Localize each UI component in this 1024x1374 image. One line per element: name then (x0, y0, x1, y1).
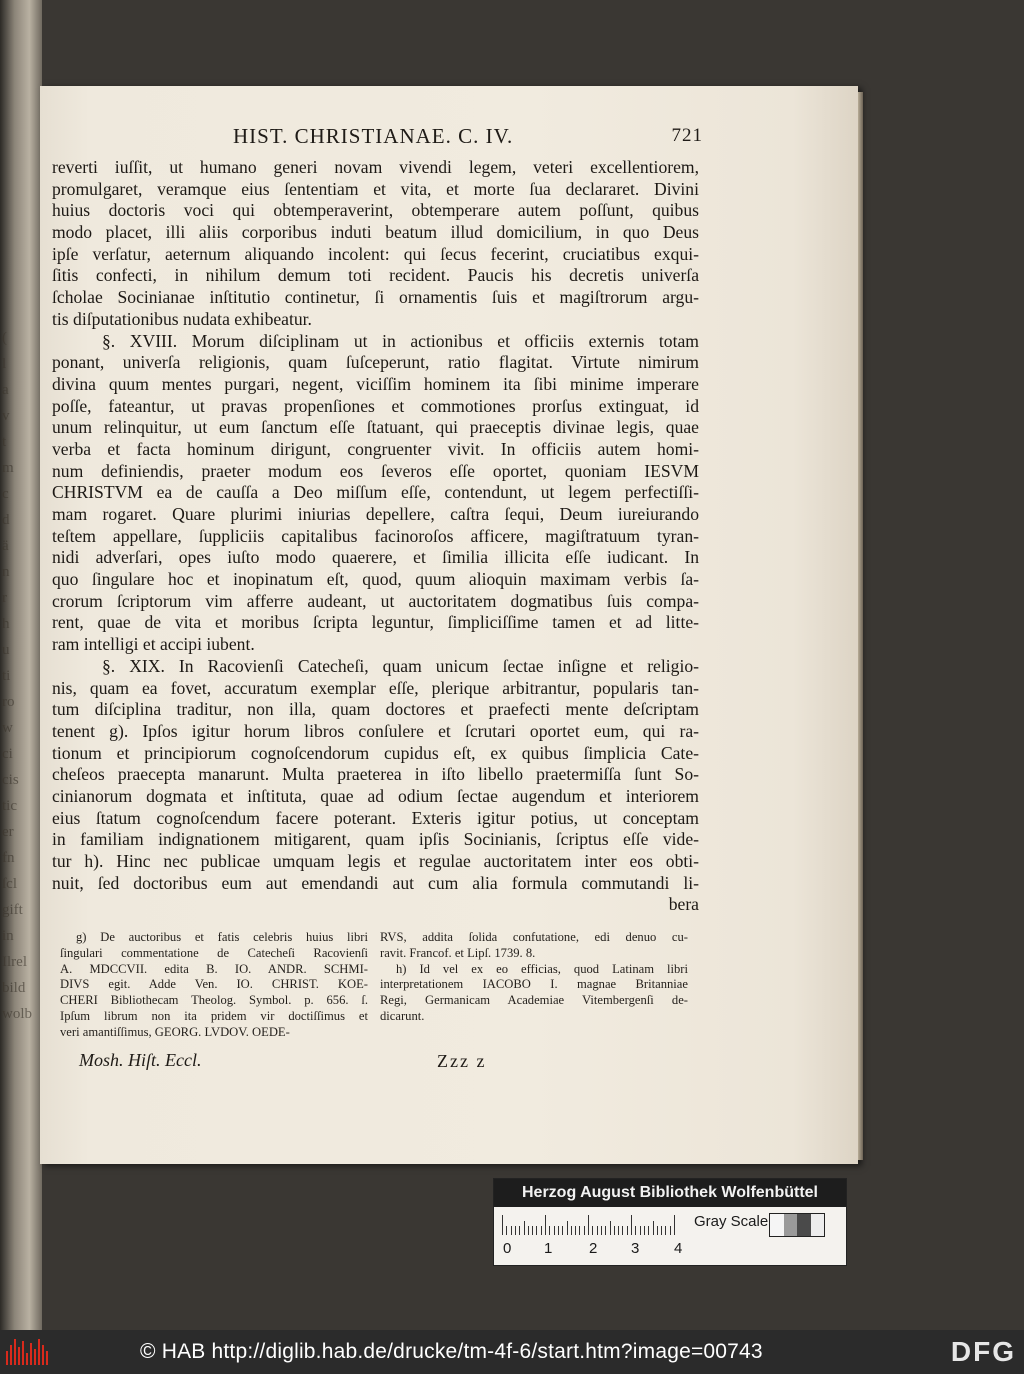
scale-number: 2 (589, 1240, 598, 1257)
logo-bar (6, 1351, 8, 1365)
margin-fragment: n (2, 564, 10, 580)
logo-bar (34, 1349, 36, 1365)
margin-fragment: tic (2, 798, 17, 814)
ruler-tick (532, 1226, 533, 1235)
margin-fragment: w (2, 720, 13, 736)
text-line: num definiendis, praeter modum eos ſeveros eſſe oportet, quoniam IESVM (52, 460, 699, 481)
margin-fragment: ti (2, 668, 11, 684)
ruler-tick (549, 1226, 550, 1235)
scale-number: 3 (631, 1240, 640, 1257)
ruler-tick (575, 1226, 576, 1235)
logo-bar (42, 1345, 44, 1365)
page-header (233, 124, 703, 152)
logo-bar (38, 1339, 40, 1365)
text-line: tur h). Hinc nec publicae umquam legis et regulae auctoritatem inter eos obti- (52, 851, 699, 871)
text-line: ſcholae Socinianae inſtitutio continetur, ſi ornamentis ſuis et magiſtrorum argu- (52, 287, 699, 308)
text-line: tum diſciplina traditur, non illa, quam doctores et praefecti mente deſcriptam (52, 699, 699, 720)
text-line: promulgaret, veramque eius ſententiam et vita, et morte ſua declararet. Divini (52, 178, 699, 199)
footnote-line: veri amantiſſimus, GEORG. LVDOV. OEDE- (60, 1024, 290, 1039)
ruler-tick (622, 1226, 623, 1235)
margin-fragment: ſcl (2, 876, 17, 892)
ruler-tick (665, 1226, 666, 1235)
margin-fragment: v (2, 408, 10, 424)
ruler-tick (661, 1226, 662, 1235)
source-url[interactable]: © HAB http://diglib.hab.de/drucke/tm-4f-6/start.htm?image=00743 (140, 1340, 763, 1363)
ruler-tick (648, 1226, 649, 1235)
gray-swatch (784, 1214, 798, 1236)
logo-bar (46, 1351, 48, 1365)
text-line: mam rogaret. Quare plurimi iniurias depellere, caſtra ſequi, Deum iureiurando (52, 504, 699, 524)
footnote-line: A. MDCCVII. edita B. IO. ANDR. SCHMI- (60, 961, 368, 976)
ruler-tick (524, 1221, 525, 1235)
margin-fragment: l (2, 356, 7, 372)
footnote-line: dicarunt. (380, 1008, 425, 1023)
text-line: quo ſingulare hoc et inopinatum eſt, quod, quum alioquin maximam verbis ſa- (52, 569, 699, 590)
previous-page-margin (0, 0, 42, 1330)
ruler-tick (653, 1221, 654, 1235)
text-line: tis diſputationibus nudata exhibeatur. (52, 308, 312, 329)
text-line: reverti iuſſit, ut humano generi novam vivendi legem, veteri excellentiorem, (52, 157, 699, 177)
margin-fragment: c (2, 486, 9, 502)
text-line: ſitis confecti, in nihilum demum toti recident. Paucis his decretis univerſa (52, 265, 699, 286)
ruler-tick (519, 1226, 520, 1235)
gray-scale-swatches (769, 1213, 825, 1237)
ruler-tick (571, 1226, 572, 1235)
ruler-tick (644, 1226, 645, 1235)
ruler-tick (511, 1226, 512, 1235)
text-line: teſtem appellare, ſuppliciis capitalibus facinoroſos afficere, magiſtratuum tyran- (52, 525, 699, 546)
ruler-tick (515, 1226, 516, 1235)
text-line: huius doctoris voci qui obtemperaverint, obtemperare autem poſſunt, quibus (52, 200, 699, 221)
text-line: tionum et principiorum cognoſcendorum cupidus eſt, ex quibus ſimplicia Cate- (52, 742, 699, 763)
ruler-tick (562, 1226, 563, 1235)
ruler-tick (545, 1215, 546, 1235)
margin-fragment: cis (2, 772, 19, 788)
footnote-line: g) De auctoribus et fatis celebris huius libri (76, 930, 368, 944)
text-line: bera (668, 894, 699, 915)
footnote-line: DIVS egit. Adde Ven. IO. CHRIST. KOE- (60, 977, 368, 992)
margin-fragment: h (2, 616, 10, 632)
text-line: cinianorum dogmata et inſtituta, quae ad odium ſectae augendum et interiorem (52, 785, 699, 806)
margin-fragment: er (2, 824, 14, 840)
margin-fragment: t (2, 434, 7, 450)
signature-mark: Zzz z (437, 1051, 487, 1071)
text-line: nis, quam ea fovet, accuratum exemplar eſſe, plerique arbitrantur, popularis tan- (52, 677, 699, 698)
gray-swatch (770, 1214, 784, 1236)
margin-fragment: d (2, 512, 10, 528)
ruler-tick (614, 1226, 615, 1235)
ruler-tick (657, 1226, 658, 1235)
margin-fragment: ci (2, 746, 13, 762)
text-line: ponant, univerſa religionis, quam ſuſceperunt, ratio flagitat. Virtute nimirum (52, 352, 699, 373)
text-line: §. XIX. In Racovienſi Catecheſi, quam unicum ſectae inſigne et religio- (102, 655, 699, 676)
logo-bar (30, 1343, 32, 1365)
scale-number: 4 (674, 1240, 683, 1257)
gray-scale-label: Gray Scale (694, 1213, 769, 1230)
ruler-tick (588, 1215, 589, 1235)
ruler-tick (605, 1226, 606, 1235)
ruler-tick (502, 1215, 503, 1235)
margin-fragment: ä (2, 538, 9, 554)
margin-fragment: gift (2, 902, 23, 918)
ruler-tick (597, 1226, 598, 1235)
page-number: 721 (671, 125, 703, 146)
text-line: §. XVIII. Morum diſciplinam ut in actionibus et officiis externis totam (102, 330, 699, 351)
scale-number: 0 (503, 1240, 512, 1257)
library-color-card (493, 1178, 847, 1266)
ruler-tick (592, 1226, 593, 1235)
running-head: HIST. CHRISTIANAE. C. IV. (233, 124, 514, 148)
logo-bar (26, 1353, 28, 1365)
footnote-line: interpretationem IACOBO I. magnae Britanniae (380, 977, 688, 992)
library-name: Herzog August Bibliothek Wolfenbüttel (494, 1179, 846, 1207)
logo-bar (10, 1345, 12, 1365)
text-line: poſſe, fateantur, ut pravas propenſiones et commotiones prorſus extinguat, id (52, 395, 699, 416)
hab-logo-icon (6, 1339, 50, 1365)
ruler-scale (502, 1215, 677, 1235)
text-line: eius ſtatum cognoſcendum facere poterant. Exteris igitur potius, ut conceptam (52, 807, 699, 828)
logo-bar (14, 1339, 16, 1365)
text-line: tenent g). Ipſos igitur horum libros conſulere et ſcrutari oportet eum, qui ra- (52, 720, 699, 741)
text-line: nuit, ſed doctoribus eum aut emendandi aut cum alia formula commutandi li- (52, 872, 699, 893)
margin-fragment: in (2, 928, 14, 944)
text-line: cheſeos praecepta manarunt. Multa praeterea in iſto libello praetermiſſa ſunt So- (52, 764, 699, 785)
scale-number: 1 (544, 1240, 553, 1257)
footnote-column-left (60, 930, 368, 1041)
logo-bar (22, 1341, 24, 1365)
text-line: ipſe verſatur, aeternum aliquando incolent: qui ſecus fecerint, cruciatibus exqui- (52, 243, 699, 264)
ruler-tick (558, 1226, 559, 1235)
text-line: modo placet, illi aliis corporibus induti beatum illud domicilium, in quo Deus (52, 222, 699, 243)
logo-bar (18, 1347, 20, 1365)
footnote-line: h) Id vel ex eo efficias, quod Latinam libri (396, 961, 688, 976)
margin-fragment: a (2, 382, 9, 398)
ruler-tick (536, 1226, 537, 1235)
ruler-tick (554, 1226, 555, 1235)
ruler-tick (541, 1226, 542, 1235)
ruler-tick (640, 1226, 641, 1235)
gray-swatch (797, 1214, 811, 1236)
gray-swatch (811, 1214, 825, 1236)
signature-abbrev: Mosh. Hiſt. Eccl. (79, 1050, 202, 1070)
footnote-line: RVS, addita ſolida confutatione, edi denuo cu- (380, 930, 688, 944)
ruler-tick (631, 1215, 632, 1235)
footer-bar (0, 1330, 1024, 1374)
ruler-tick (618, 1226, 619, 1235)
main-text (52, 157, 699, 916)
text-line: CHRISTVM ea de cauſſa a Deo miſſum eſſe, contendunt, ut legem perfectiſſi- (52, 482, 699, 503)
footnote-line: CHERI Bibliothecam Theolog. Symbol. p. 656. ſ. (60, 993, 368, 1008)
ruler-tick (674, 1215, 675, 1235)
ruler-tick (601, 1226, 602, 1235)
ruler-tick (610, 1221, 611, 1235)
margin-fragment: bild (2, 980, 26, 996)
footnote-line: Ipſum librum non ita pridem vir doctiſſimus et (60, 1008, 368, 1023)
footnote-line: Regi, Germanicam Academiae Vitembergenſi de- (380, 993, 688, 1008)
text-line: rent, quae de vita et moribus ſcripta leguntur, ſimpliciſſime tamen et ad litte- (52, 612, 699, 633)
margin-fragment: ro (2, 694, 15, 710)
margin-fragment: ( (2, 330, 7, 346)
ruler-tick (670, 1226, 671, 1235)
ruler-tick (584, 1226, 585, 1235)
text-line: divina quum mentes purgari, negent, viciſſim hominem ita ſibi minime imperare (52, 373, 699, 394)
ruler-tick (567, 1221, 568, 1235)
margin-fragment: u (2, 642, 10, 658)
ruler-tick (627, 1226, 628, 1235)
text-line: ram intelligi et accipi iubent. (52, 634, 255, 655)
footnote-line: ſingulari commentatione de Catecheſi Racovienſi (60, 945, 368, 960)
margin-fragment: wolb (2, 1006, 32, 1022)
margin-fragment: m (2, 460, 14, 476)
margin-fragment: r (2, 590, 7, 606)
margin-fragment: Ilrel (2, 954, 27, 970)
text-line: unum relinquitur, ut eum ſanctum eſſe ſtatuant, qui praeceptis divinae legis, quae (52, 417, 699, 438)
ruler-tick (528, 1226, 529, 1235)
text-line: in familiam indignationem mitigarent, quam ipſis Socinianis, ſcriptus eſſe vide- (52, 829, 699, 850)
text-line: nidi adverſari, opes iuſto modo quaerere, et ſimilia illicita eſſe iudicant. In (52, 547, 699, 568)
text-line: crorum ſcriptorum vim afferre audeant, ut auctoritatem dogmatibus ſuis compa- (52, 590, 699, 611)
footnote-line: ravit. Francof. et Lipſ. 1739. 8. (380, 945, 536, 960)
ruler-tick (579, 1226, 580, 1235)
text-line: verba et facta hominum dirigunt, congruenter vivit. In officiis autem homi- (52, 438, 699, 459)
dfg-logo: DFG (950, 1336, 1016, 1367)
ruler-tick (506, 1226, 507, 1235)
footnote-column-right (380, 930, 688, 1025)
ruler-tick (635, 1226, 636, 1235)
margin-fragment: fn (2, 850, 15, 866)
page-edge-shadow (858, 92, 863, 1160)
